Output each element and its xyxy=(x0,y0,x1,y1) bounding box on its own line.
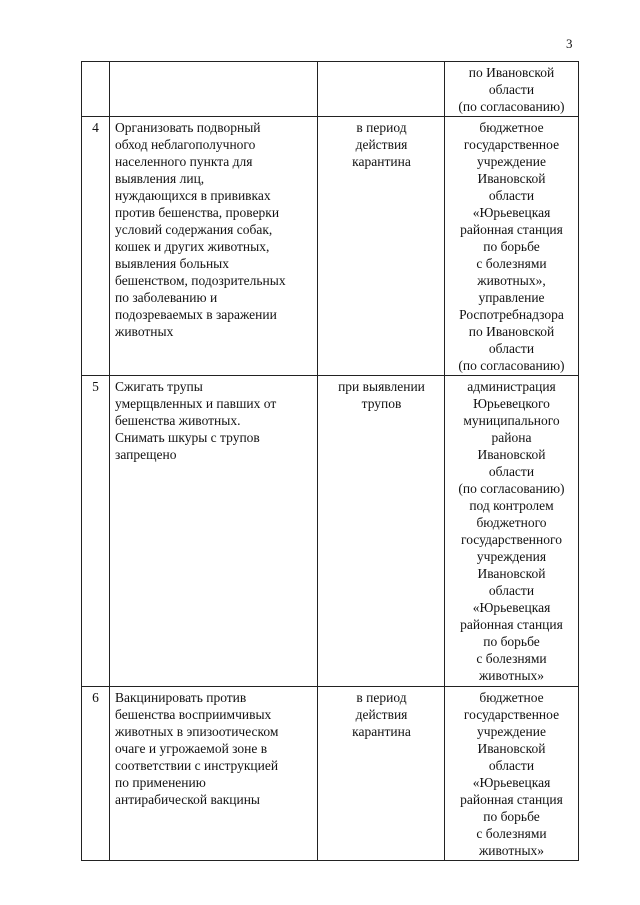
task-cell-line: соответствии с инструкцией xyxy=(115,758,279,773)
task-cell xyxy=(110,62,318,117)
executor-cell-line: по Ивановской xyxy=(468,65,555,80)
executor-cell-line: учреждение xyxy=(477,724,546,739)
executor-cell-line: бюджетное xyxy=(479,120,544,135)
executor-cell-line: животных» xyxy=(478,668,545,683)
executor-cell-line: государственного xyxy=(461,532,562,547)
task-cell-line: обход неблагополучного xyxy=(115,137,256,152)
term-cell-line: действия xyxy=(355,137,408,152)
term-cell xyxy=(318,376,445,687)
executor-cell-line: бюджетного xyxy=(476,515,547,530)
executor-cell-line: с болезнями xyxy=(476,826,547,841)
task-cell-line: по применению xyxy=(115,775,206,790)
executor-cell-line: «Юрьевецкая xyxy=(472,205,551,220)
executor-cell-line: области xyxy=(488,188,535,203)
executor-cell-line: с болезнями xyxy=(476,651,547,666)
executor-cell-line: по Ивановской xyxy=(468,324,555,339)
executor-cell-line: животных» xyxy=(478,843,545,858)
row-number: 5 xyxy=(82,376,110,687)
term-cell xyxy=(318,117,445,376)
term-cell-line: трупов xyxy=(361,396,402,411)
executor-cell-line: по борьбе xyxy=(483,809,540,824)
term-cell-line: действия xyxy=(355,707,408,722)
executor-cell-line: районная станция xyxy=(460,617,563,632)
executor-cell-line: «Юрьевецкая xyxy=(472,775,551,790)
term-cell xyxy=(318,62,445,117)
row-number xyxy=(82,62,110,117)
executor-cell-line: «Юрьевецкая xyxy=(472,600,551,615)
task-cell-line: запрещено xyxy=(115,447,177,462)
executor-cell-line: области xyxy=(488,464,535,479)
executor-cell-line: Ивановской xyxy=(477,566,546,581)
table-row xyxy=(82,62,579,117)
executor-cell-line: Роспотребнадзора xyxy=(459,307,564,322)
executor-cell xyxy=(445,62,579,117)
executor-cell-line: области xyxy=(488,82,535,97)
task-cell-line: Организовать подворный xyxy=(115,120,261,135)
task-cell-line: Вакцинировать против xyxy=(115,690,247,705)
task-cell-line: Сжигать трупы xyxy=(115,379,203,394)
executor-cell-line: муниципального xyxy=(463,413,560,428)
task-cell-line: выявления больных xyxy=(115,256,229,271)
task-cell-line: умерщвленных и павших от xyxy=(115,396,277,411)
table-body xyxy=(82,62,579,861)
executor-cell-line: управление xyxy=(478,290,545,305)
executor-cell-line: районная станция xyxy=(460,222,563,237)
table-row xyxy=(82,687,579,861)
task-cell-line: животных в эпизоотическом xyxy=(115,724,279,739)
executor-cell-line: по борьбе xyxy=(483,634,540,649)
task-cell-line: антирабической вакцины xyxy=(115,792,260,807)
task-cell-line: очаге и угрожаемой зоне в xyxy=(115,741,268,756)
term-cell-line: карантина xyxy=(352,724,411,739)
table-row xyxy=(82,376,579,687)
executor-cell-line: животных», xyxy=(477,273,546,288)
term-cell-line: карантина xyxy=(352,154,411,169)
task-cell xyxy=(110,687,318,861)
executor-cell xyxy=(445,376,579,687)
executor-cell-line: области xyxy=(488,341,535,356)
term-cell-line: при выявлении xyxy=(338,379,425,394)
task-cell-line: населенного пункта для xyxy=(115,154,253,169)
executor-cell-line: (по согласованию) xyxy=(458,99,565,114)
executor-cell-line: Ивановской xyxy=(477,741,546,756)
term-cell-line: в период xyxy=(356,690,407,705)
executor-cell xyxy=(445,117,579,376)
term-cell xyxy=(318,687,445,861)
executor-cell-line: под контролем xyxy=(469,498,554,513)
task-cell-line: выявления лиц, xyxy=(115,171,205,186)
executor-cell xyxy=(445,687,579,861)
term-cell-line: в период xyxy=(356,120,407,135)
measures-table xyxy=(81,61,579,861)
executor-cell-line: Ивановской xyxy=(477,447,546,462)
executor-cell-line: Юрьевецкого xyxy=(473,396,550,411)
task-cell-line: кошек и других животных, xyxy=(115,239,270,254)
executor-cell-line: администрация xyxy=(467,379,556,394)
task-cell-line: Снимать шкуры с трупов xyxy=(115,430,260,445)
page-number: 3 xyxy=(566,36,573,51)
executor-cell-line: учреждение xyxy=(477,154,546,169)
executor-cell-line: государственное xyxy=(463,137,560,152)
task-cell-line: бешенства восприимчивых xyxy=(115,707,272,722)
task-cell-line: подозреваемых в заражении xyxy=(115,307,277,322)
executor-cell-line: области xyxy=(488,758,535,773)
executor-cell-line: по борьбе xyxy=(483,239,540,254)
task-cell-line: условий содержания собак, xyxy=(115,222,273,237)
task-cell-line: по заболеванию и xyxy=(115,290,218,305)
task-cell-line: животных xyxy=(115,324,174,339)
row-number: 4 xyxy=(82,117,110,376)
executor-cell-line: государственное xyxy=(463,707,560,722)
task-cell-line: нуждающихся в прививках xyxy=(115,188,271,203)
executor-cell-line: района xyxy=(491,430,532,445)
row-number: 6 xyxy=(82,687,110,861)
executor-cell-line: (по согласованию) xyxy=(458,481,565,496)
executor-cell-line: с болезнями xyxy=(476,256,547,271)
executor-cell-line: Ивановской xyxy=(477,171,546,186)
executor-cell-line: районная станция xyxy=(460,792,563,807)
task-cell xyxy=(110,376,318,687)
executor-cell-line: области xyxy=(488,583,535,598)
task-cell xyxy=(110,117,318,376)
executor-cell-line: учреждения xyxy=(476,549,547,564)
executor-cell-line: (по согласованию) xyxy=(458,358,565,373)
executor-cell-line: бюджетное xyxy=(479,690,544,705)
task-cell-line: бешенством, подозрительных xyxy=(115,273,286,288)
task-cell-line: против бешенства, проверки xyxy=(115,205,280,220)
table-row xyxy=(82,117,579,376)
task-cell-line: бешенства животных. xyxy=(115,413,241,428)
